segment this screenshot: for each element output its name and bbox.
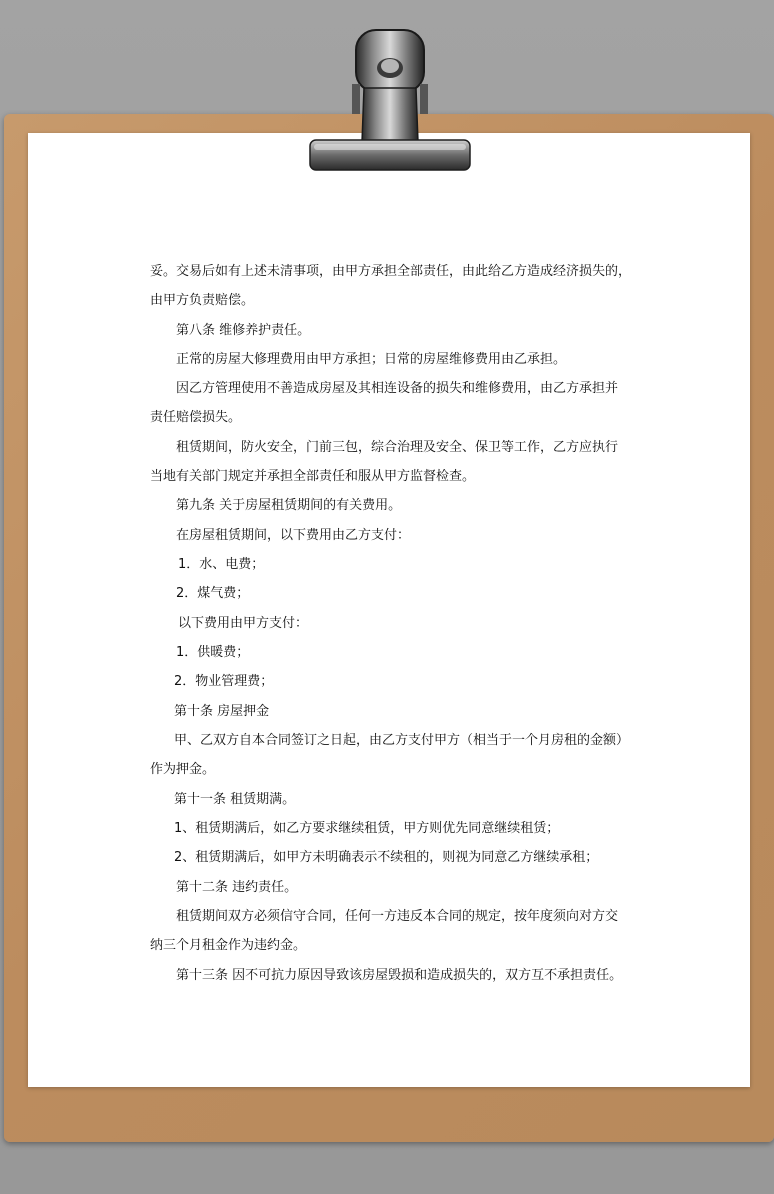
list-item: 2．物业管理费； [174, 674, 274, 689]
binder-clip-icon [304, 26, 476, 176]
section-heading: 第八条 维修养护责任。 [176, 323, 311, 338]
text-line: 责任赔偿损失。 [150, 410, 242, 425]
list-item: 1．水、电费； [178, 557, 265, 572]
text-line: 租赁期间双方必须信守合同，任何一方违反本合同的规定，按年度须向对方交 [176, 909, 619, 924]
text-line: 当地有关部门规定并承担全部责任和服从甲方监督检查。 [150, 469, 476, 484]
text-line: 甲、乙双方自本合同签订之日起，由乙方支付甲方（相当于一个月房租的金额） [174, 733, 630, 748]
text-line: 租赁期间，防火安全，门前三包，综合治理及安全、保卫等工作，乙方应执行 [176, 440, 619, 455]
list-item: 2、租赁期满后，如甲方未明确表示不续租的，则视为同意乙方继续承租； [174, 850, 599, 865]
section-heading: 第十二条 违约责任。 [176, 880, 298, 895]
section-heading: 第九条 关于房屋租赁期间的有关费用。 [176, 498, 402, 513]
list-item: 1、租赁期满后，如乙方要求继续租赁，甲方则优先同意继续租赁； [174, 821, 560, 836]
section-heading: 第十条 房屋押金 [174, 704, 270, 719]
text-line: 作为押金。 [150, 762, 216, 777]
list-item: 1．供暖费； [176, 645, 250, 660]
text-line: 妥。交易后如有上述未清事项，由甲方承担全部责任，由此给乙方造成经济损失的， [150, 264, 632, 279]
text-line: 正常的房屋大修理费用由甲方承担；日常的房屋维修费用由乙承担。 [176, 352, 567, 367]
section-heading: 第十一条 租赁期满。 [174, 792, 296, 807]
section-heading: 第十三条 因不可抗力原因导致该房屋毁损和造成损失的，双方互不承担责任。 [176, 968, 623, 983]
text-line: 以下费用由甲方支付： [178, 616, 309, 631]
text-line: 由甲方负责赔偿。 [150, 293, 255, 308]
text-line: 因乙方管理使用不善造成房屋及其相连设备的损失和维修费用，由乙方承担并 [176, 381, 619, 396]
list-item: 2．煤气费； [176, 586, 250, 601]
text-line: 在房屋租赁期间，以下费用由乙方支付： [176, 528, 411, 543]
text-line: 纳三个月租金作为违约金。 [150, 938, 307, 953]
